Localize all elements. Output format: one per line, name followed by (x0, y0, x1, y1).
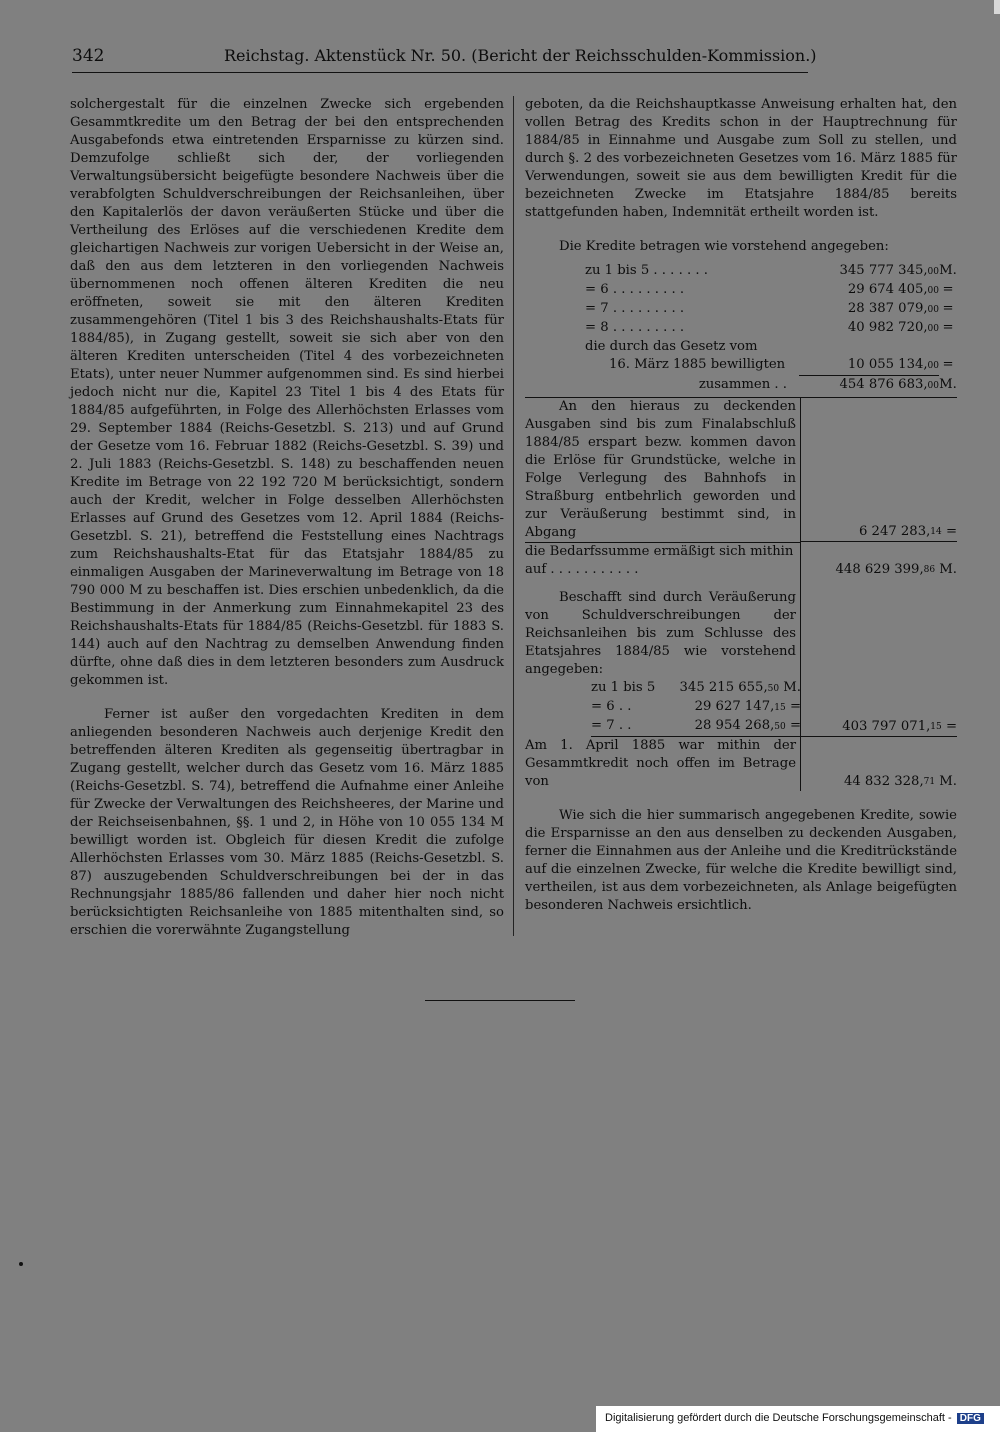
credit-total-label: zusammen . . (698, 377, 787, 392)
credit-label: = 6 . . . . . . . . . (585, 282, 685, 297)
credit-unit: = (942, 301, 954, 316)
credit-unit (939, 338, 957, 356)
open-text: Am 1. April 1885 war mithin der Gesammtkredit noch offen im Betrage von (525, 737, 801, 791)
procured-text: Beschafft sind durch Veräußerung von Schuldverschreibungen der Reichsanleihen bis zum Schlusse des Etatsjahres 1884/85 wie vorstehend angegeben: (525, 590, 796, 677)
paragraph-gap (525, 791, 957, 807)
table-row (585, 262, 957, 281)
page-number: 342 (72, 46, 105, 66)
credit-unit: = (942, 282, 954, 297)
savings-amount: 6 247 283, 14 = (801, 398, 957, 542)
footer-text: Digitalisierung gefördert durch die Deutsche Forschungsgemeinschaft - (605, 1412, 952, 1424)
end-rule (425, 1000, 575, 1001)
left-paragraph-2: Ferner ist außer den vorgedachten Krediten in dem anliegenden besonderen Nachweis auch derjenige Kredit den betreffenden älteren Krediten als gegenseitig übertragbar in Zugang gestellt, welcher durch das Gesetz vom 16. März 1885 (Reichs-Gesetzbl. S. 74), betreffend die Aufnahme einer Anleihe für Zwecke der Verwaltungen des Reichsheeres, der Marine und der Reichseisenbahnen, §§. 1 und 2, in Höhe von 10 055 134 M bewilligt worden ist. Obgleich für diesen Kredit die zufolge Allerhöchsten Erlasses vom 30. März 1885 (Reichs-Gesetzbl. S. 87) auszugebenden Schuldverschreibungen bei der in das Rechnungsjahr 1885/86 fallenden und daher hier noch nicht berücksichtigten Reichsanleihe von 1885 mitenthalten sind, so erschien die vorerwähnte Zugangstellung (70, 707, 504, 938)
credit-label: 16. März 1885 bewilligten (609, 357, 786, 372)
procured-table (591, 679, 801, 737)
credit-amount: 29 674 405,00 (847, 282, 939, 297)
credit-label: die durch das Gesetz vom (585, 339, 758, 354)
credit-label: = 7 . . . . . . . . . (585, 301, 685, 316)
credit-unit: = (942, 320, 954, 335)
column-divider (513, 96, 514, 936)
page-header (72, 44, 817, 78)
procured-row: = 7 . . 28 954 268,50 = (591, 717, 801, 737)
table-row (585, 356, 957, 376)
credits-table-heading: Die Kredite betragen wie vorstehend angegeben: (559, 239, 889, 254)
procured-row: zu 1 bis 5 345 215 655,50 M. (591, 680, 801, 695)
credit-unit: = (942, 357, 954, 372)
table-row (585, 319, 957, 338)
header-rule (72, 72, 808, 73)
credit-amount: 345 777 345,00 (839, 263, 939, 278)
closing-paragraph: Wie sich die hier summarisch angegebenen Kredite, sowie die Ersparnisse an den aus denselben zu deckenden Ausgaben, ferner die Einnahmen aus der Anleihe und die Kreditrückstände auf die einzelnen Zwecke, für welche die Kredite bewilligt sind, vertheilen, ist aus dem vorbezeichneten, als Anlage beigefügten besonderen Nachweis ersichtlich. (525, 808, 957, 913)
credit-amount (799, 338, 939, 356)
credit-unit: M. (939, 263, 957, 278)
procured-block (525, 579, 801, 737)
table-row-total (585, 376, 957, 395)
credit-total-amount: 454 876 683,00 (839, 377, 939, 392)
right-column (525, 96, 957, 915)
credit-label: = 8 . . . . . . . . . (585, 320, 685, 335)
credit-unit: M. (939, 377, 957, 392)
running-title: Reichstag. Aktenstück Nr. 50. (Bericht der Reichsschulden-Kommission.) (224, 46, 817, 65)
credit-label: zu 1 bis 5 . . . . . . . (585, 263, 708, 278)
procured-total: 403 797 071, 15 = (801, 579, 957, 737)
left-column (70, 96, 504, 940)
right-intro-paragraph: geboten, da die Reichshauptkasse Anweisung erhalten hat, den vollen Betrag des Kredits schon in der Hauptrechnung für 1884/85 in Einnahme und Ausgabe zum Soll zu stellen, und durch §. 2 des vorbezeichneten Gesetzes vom 16. März 1885 für Verwendungen, soweit sie aus dem bewilligten Kredit für die bezeichneten Zwecke im Etatsjahre 1884/85 bereits stattgefunden haben, Indemnität ertheilt worden ist. (525, 97, 957, 220)
table-row (585, 281, 957, 300)
dfg-logo: DFG (957, 1413, 984, 1424)
paragraph-gap (525, 222, 957, 238)
scan-border-mark (994, 0, 1000, 14)
savings-text: An den hieraus zu deckenden Ausgaben sind bis zum Finalabschluß 1884/85 erspart bezw. kommen davon die Erlöse für Grundstücke, welche in Folge Verlegung des Bahnhofs in Straßburg entbehrlich geworden und zur Veräußerung bestimmt sind, in Abgang (525, 398, 801, 542)
credit-amount: 40 982 720,00 (847, 320, 939, 335)
credits-table (585, 262, 957, 395)
table-row (585, 338, 957, 356)
left-paragraph-1: solchergestalt für die einzelnen Zwecke sich ergebenden Gesammtkredite um den Betrag der bei den entsprechenden Ausgabefonds etwa eintretenden Ersparnisse zu kürzen sind. Demzufolge schließt sich der, der vorliegenden Verwaltungsübersicht beigefügte besondere Nachweis über die verabfolgten Schuldverschreibungen der Reichsanleihen, über den Kapitalerlös der davon veräußerten Stücke und über die Vertheilung des Erlöses auf die verschiedenen Kredite dem gleichartigen Nachweis zur vorigen Uebersicht in der Weise an, daß den aus dem letzteren in den vorliegenden Nachweis übernommenen noch offenen älteren Krediten die neu eröffneten, soweit sie mit den älteren Krediten zusammengehören (Titel 1 bis 3 des Reichshaushalts-Etats für 1884/85), in Zugang gestellt, soweit sie sich aber von den älteren Krediten unterscheiden (Titel 4 des vorbezeichneten Etats), unter neuer Nummer aufgenommen sind. Es sind hierbei jedoch nicht nur die, Kapitel 23 Titel 1 bis 4 des Etats für 1884/85 aufgeführten, in Folge des Allerhöchsten Erlasses vom 29. September 1884 (Reichs-Gesetzbl. S. 213) und auf Grund der Gesetze vom 16. Februar 1882 (Reichs-Gesetzbl. S. 39) und 2. Juli 1883 (Reichs-Gesetzbl. S. 148) zu beschaffenden neuen Kredite im Betrage von 22 192 720 M berücksichtigt, sondern auch der Kredit, welcher in Folge desselben Allerhöchsten Erlasses auf Grund des Gesetzes vom 12. April 1884 (Reichs-Gesetzbl. S. 21), betreffend die Feststellung eines Nachtrags zum Reichshaushalts-Etat für das Etatsjahr 1884/85 zu einmaligen Ausgaben der Marineverwaltung im Betrage von 18 790 000 M zu beschaffen ist. Dies erschien unbedenklich, da die Bestimmung in der Anmerkung zum Einnahmekapitel 23 des Reichshaushalts-Etats für 1884/85 (Reichs-Gesetzbl. für 1883 S. 144) auch auf den Nachtrag zu demselben Anwendung finden dürfte, ohne daß dies in dem letzteren besonders zum Ausdruck gekommen ist. (70, 97, 504, 688)
open-amount: 44 832 328, 71 M. (843, 774, 957, 789)
table-row (585, 300, 957, 319)
credit-amount: 28 387 079,00 (847, 301, 939, 316)
reduced-amount: 448 629 399, 86 M. (835, 562, 957, 577)
scan-speck (19, 1262, 23, 1266)
credit-amount: 10 055 134,00 (799, 356, 939, 376)
paragraph-gap (70, 690, 504, 706)
procured-row: = 6 . . 29 627 147,15 = (591, 699, 801, 714)
reduced-label: die Bedarfssumme ermäßigt sich mithin auf . . . . . . . . . . . (525, 542, 801, 579)
savings-grid (525, 397, 957, 791)
digitization-footer (605, 1412, 984, 1424)
